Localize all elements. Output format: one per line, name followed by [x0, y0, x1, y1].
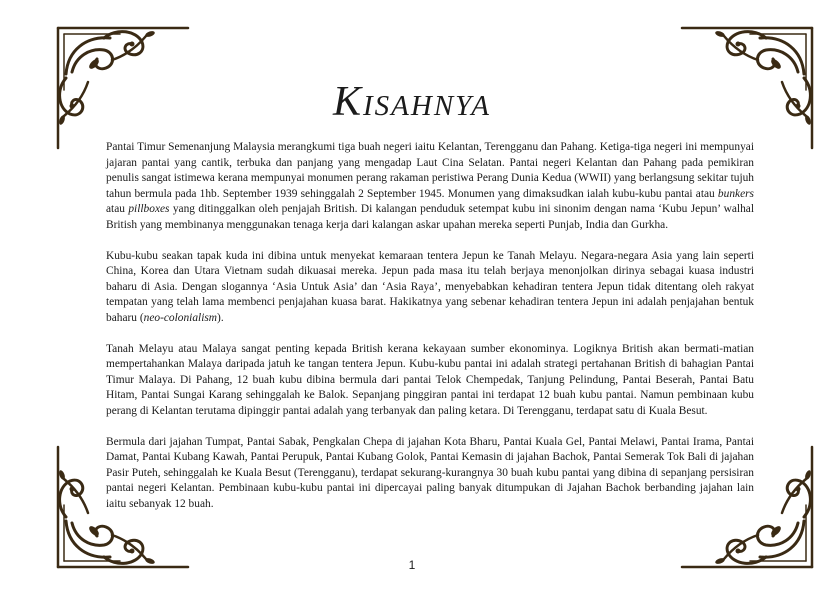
paragraph-3 [106, 342, 754, 420]
paragraph-2 [106, 249, 754, 327]
paragraph-4 [106, 435, 754, 513]
text-run: ). [217, 311, 224, 324]
text-run: Bermula dari jajahan Tumpat, Pantai Sabak, Pengkalan Chepa di jajahan Kota Bharu, Pantai Kuala Gel, Pantai Melawi, Pantai Irama, Pantai Damat, Pantai Kubang Kawah, Pantai Perupuk, Pantai Kubang Golok, Pantai Kemasin di jajahan Bachok, Pantai Semerak Tok Bali di jajahan Pasir Puteh, sehinggalah ke Kuala Besut (Terengganu), terdapat sekurang-kurangnya 30 buah kubu pantai yang dibina di sepanjang persisiran pantai negeri Kelantan. Pembinaan kubu-kubu pantai ini dipercayai paling banyak ditumpukan di Jajahan Bachok berbanding jajahan lain iaitu sebanyak 12 buah. [106, 435, 754, 510]
text-run: Kubu-kubu seakan tapak kuda ini dibina untuk menyekat kemaraan tentera Jepun ke Tanah Melayu. Negara-negara Asia yang lain seperti China, Korea dan Utara Vietnam sudah dikuasai mereka. Jepun pada masa itu telah berjaya menonjolkan dirinya sebagai kuasa industri baharu di Asia. Dengan slogannya ‘Asia Untuk Asia’ dan ‘Asia Raya’, menyebabkan kehadiran tentera Jepun tidak ditentang oleh rakyat tempatan yang telah lama membenci penjajahan kuasa barat. Hakikatnya yang sebenar kehadiran tentera Jepun ini adalah penjajahan bentuk baharu ( [106, 249, 754, 324]
text-run-italic: neo-colonialism [143, 311, 218, 324]
text-run-italic: pillboxes [128, 203, 170, 216]
article-body [106, 140, 754, 527]
text-run: Tanah Melayu atau Malaya sangat penting kepada British kerana kekayaan sumber ekonominya. Logiknya British akan bermati-matian mempertahankan Malaya daripada jatuh ke tangan tentera Jepun. Kubu-kubu pantai ini adalah strategi pertahanan British di bahagian Pantai Timur Malaya. Di Pahang, 12 buah kubu dibina bermula dari pantai Telok Chempedak, Tanjung Pelindung, Pantai Beserah, Pantai Batu Hitam, Pantai Sungai Karang sehinggalah ke Balok. Sepanjang pinggiran pantai ini terdapat 12 buah kubu pantai. Namun pembinaan kubu perang di Kelantan terutama dipinggir pantai adalah yang terbanyak dan paling ketara. Di Terengganu, terdapat satu di Kuala Besut. [106, 342, 754, 417]
paragraph-1 [106, 140, 754, 234]
text-run: yang ditinggalkan oleh penjajah British. Di kalangan penduduk setempat kubu ini sinonim dengan nama ‘Kubu Jepun’ walhal British yang membinanya menggunakan tenaga kerja dari kalangan askar upahan mereka seperti Punjab, India dan Gurkha. [106, 203, 754, 231]
text-run-italic: bunkers [717, 187, 754, 200]
page-title: Kisahnya [333, 79, 491, 125]
page-number: 1 [408, 558, 416, 572]
text-run: atau [106, 203, 129, 216]
text-run: Pantai Timur Semenanjung Malaysia merangkumi tiga buah negeri iaitu Kelantan, Terengganu dan Pahang. Ketiga-tiga negeri ini mempunyai jajaran pantai yang cantik, terbuka dan panjang yang mengadap Laut Cina Selatan. Pantai negeri Kelantan dan Pahang pada pemikiran penulis sangat istimewa kerana mempunyai monumen perang rakaman peristiwa Perang Dunia Kedua (WWII) yang berlangsung sekitar tujuh tahun bermula pada 1hb. September 1939 sehinggalah 2 September 1945. Monumen yang dimaksudkan ialah kubu-kubu pantai atau [106, 141, 754, 200]
